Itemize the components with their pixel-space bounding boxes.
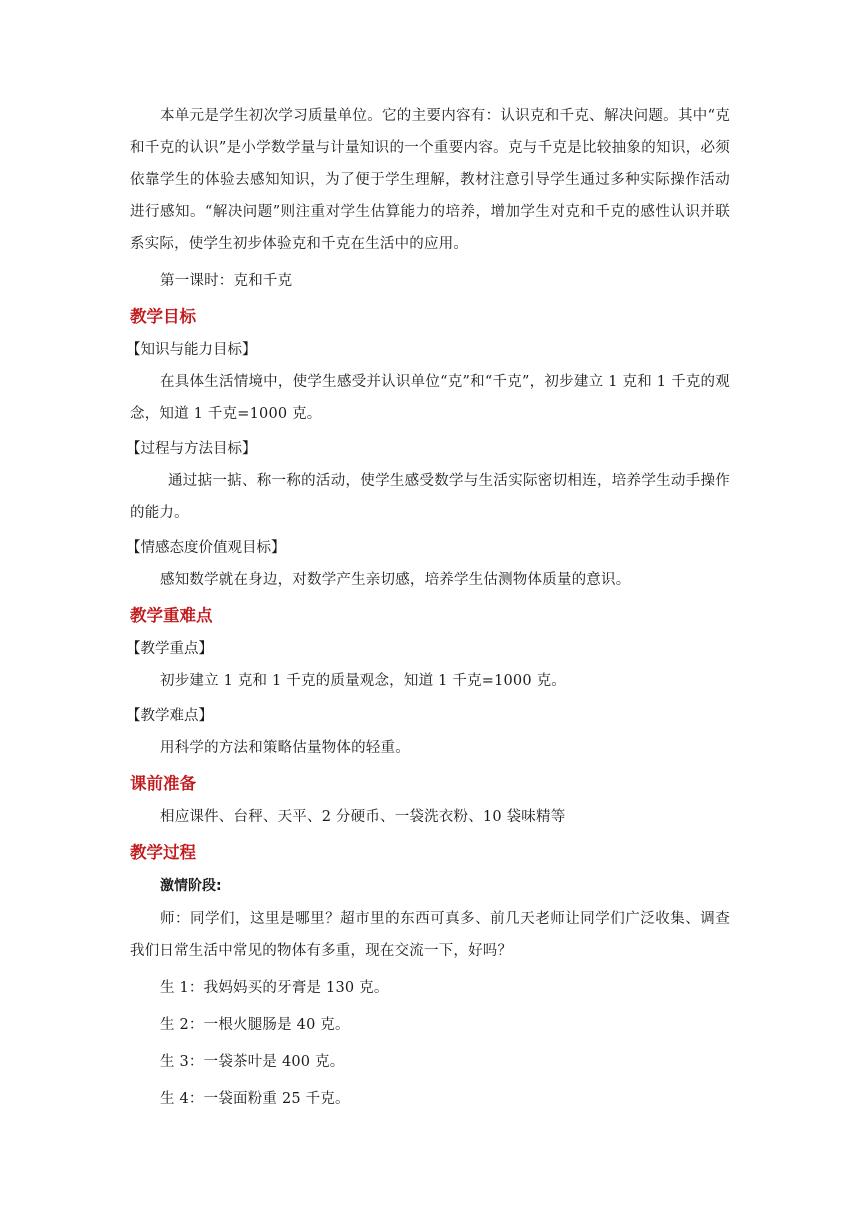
teacher-line: 师：同学们，这里是哪里？超市里的东西可真多、前几天老师让同学们广泛收集、调查我们日常生活中常见的物体有多重，现在交流一下，好吗？ <box>130 911 730 959</box>
lesson-title: 第一课时：克和千克 <box>160 273 293 289</box>
emotion-goal-label: 【情感态度价值观目标】 <box>126 540 286 556</box>
student-line: 生 3：一袋茶叶是 400 克。 <box>160 1054 345 1070</box>
emotion-goal-text: 感知数学就在身边，对数学产生亲切感，培养学生估测物体质量的意识。 <box>160 572 631 588</box>
focus-label: 【教学重点】 <box>126 641 213 657</box>
student-line: 生 2：一根火腿肠是 40 克。 <box>160 1017 350 1033</box>
stage-label: 激情阶段: <box>160 878 222 894</box>
process-goal-text: 通过掂一掂、称一称的活动，使学生感受数学与生活实际密切相连，培养学生动手操作的能力。 <box>130 473 730 521</box>
process-goal-label: 【过程与方法目标】 <box>126 441 257 457</box>
difficulty-label: 【教学难点】 <box>126 708 213 724</box>
student-line: 生 4：一袋面粉重 25 千克。 <box>160 1091 350 1107</box>
difficulty-text: 用科学的方法和策略估量物体的轻重。 <box>160 740 410 756</box>
knowledge-goal-text: 在具体生活情境中，使学生感受并认识单位“克”和“千克”，初步建立 1 克和 1 千克的观念，知道 1 千克=1000 克。 <box>130 374 730 422</box>
section-heading-key-points: 教学重难点 <box>130 606 213 625</box>
section-heading-goals: 教学目标 <box>130 307 196 326</box>
knowledge-goal-label: 【知识与能力目标】 <box>126 342 257 358</box>
section-heading-process: 教学过程 <box>130 843 196 862</box>
focus-text: 初步建立 1 克和 1 千克的质量观念，知道 1 千克=1000 克。 <box>160 673 566 689</box>
section-heading-preparation: 课前准备 <box>130 774 196 793</box>
preparation-text: 相应课件、台秤、天平、2 分硬币、一袋洗衣粉、10 袋味精等 <box>160 809 566 825</box>
document-page <box>126 100 730 1115</box>
intro-paragraph: 本单元是学生初次学习质量单位。它的主要内容有：认识克和千克、解决问题。其中“克和千克的认识”是小学数学量与计量知识的一个重要内容。克与千克是比较抽象的知识，必须依靠学生的体验去感知知识，为了便于学生理解，教材注意引导学生通过多种实际操作活动进行感知。“解决问题”则注重对学生估算能力的培养，增加学生对克和千克的感性认识并联系实际，使学生初步体验克和千克在生活中的应用。 <box>130 108 730 252</box>
student-line: 生 1：我妈妈买的牙膏是 130 克。 <box>160 980 389 996</box>
